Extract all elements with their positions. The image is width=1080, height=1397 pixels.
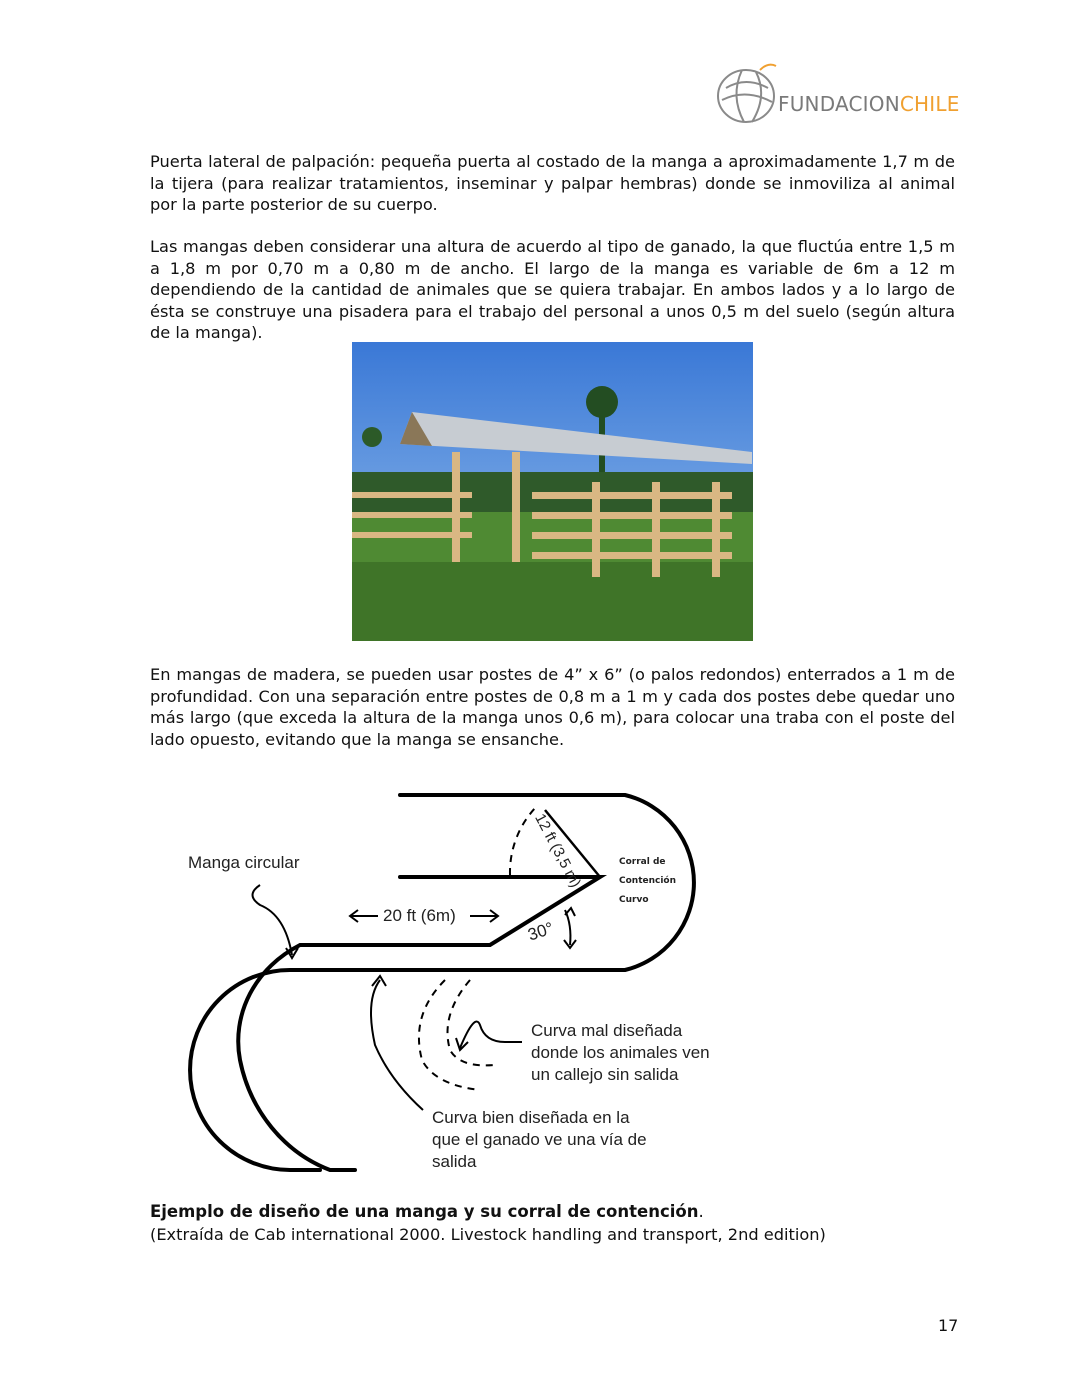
logo-text (778, 92, 960, 116)
logo-text-fundacion: FUNDACION (778, 92, 900, 116)
page-number: 17 (938, 1316, 959, 1335)
good-curve-line-2: que el ganado ve una vía de (432, 1130, 647, 1149)
good-curve-line-3: salida (432, 1152, 477, 1171)
logo-swoosh-2 (722, 94, 772, 102)
good-curve-arrow (371, 980, 423, 1110)
bad-curve-line-3: un callejo sin salida (531, 1065, 679, 1084)
paragraph-wooden-posts: En mangas de madera, se pueden usar postes de 4” x 6” (o palos redondos) enterrados a 1 m de profundidad. Con una separación entre postes de 0,8 m a 1 m y cada dos postes debe quedar uno más largo (que exceda la altura de la manga unos 0,6 m), para colocar una traba con el poste del lado opuesto, evitando que la manga se ensanche. (150, 665, 955, 749)
bad-curve-line-1: Curva mal diseñada (531, 1021, 683, 1040)
caption-title-suffix: . (698, 1202, 704, 1221)
caption-source: (Extraída de Cab international 2000. Livestock handling and transport, 2nd edition) (150, 1225, 826, 1244)
radius-arc (510, 805, 538, 875)
photo-grass-shadow (352, 562, 753, 641)
bad-curve-2 (448, 980, 496, 1065)
label-distance: 20 ft (6m) (383, 906, 456, 925)
caption-title-text: Ejemplo de diseño de una manga y su corral de contención (150, 1202, 699, 1221)
logo-meridian-1 (736, 70, 744, 122)
corral-line-1: Corral de (619, 857, 666, 867)
corral-line-3: Curvo (619, 895, 649, 905)
label-bad-curve (531, 1020, 710, 1086)
dashed-lines (419, 805, 538, 1090)
globe-logo-icon (718, 65, 776, 122)
label-radius: 12 ft (3,5 m) (531, 810, 585, 891)
logo-accent (760, 65, 776, 70)
bad-curve-line-2: donde los animales ven (531, 1043, 710, 1062)
label-corral (619, 853, 676, 910)
manga-circular-arrow (253, 885, 293, 955)
label-good-curve (432, 1107, 647, 1173)
corral-photo (352, 342, 753, 641)
label-manga-circular: Manga circular (188, 853, 300, 872)
label-angle: 30° (525, 918, 556, 945)
caption-title (150, 1202, 704, 1221)
paragraph-chute-dimensions: Las mangas deben considerar una altura de acuerdo al tipo de ganado, la que fluctúa entre 1,5 m a 1,8 m por 0,70 m a 0,80 m de ancho. El largo de la manga es variable de 6m a 12 m dependiendo de la cantidad de animales que se quiera trabajar. En ambos lados y a lo largo de ésta se construye una pisadera para el trabajo del personal a unos 0,5 m del suelo (según altura de la manga). (150, 237, 955, 343)
corral-line-2: Contención (619, 876, 677, 886)
logo-text-chile: CHILE (899, 92, 960, 116)
good-curve-line-1: Curva bien diseñada en la (432, 1108, 630, 1127)
logo-globe-outline (718, 70, 774, 122)
photo-tree-2 (362, 427, 382, 447)
paragraph-palpation-door: Puerta lateral de palpación: pequeña puerta al costado de la manga a aproximadamente 1,7 m de la tijera (para realizar tratamientos, inseminar y palpar hembras) donde se inmoviliza al animal por la parte posterior de su cuerpo. (150, 152, 955, 215)
bad-curve-1 (419, 980, 480, 1090)
bad-curve-arrow (460, 1022, 522, 1048)
